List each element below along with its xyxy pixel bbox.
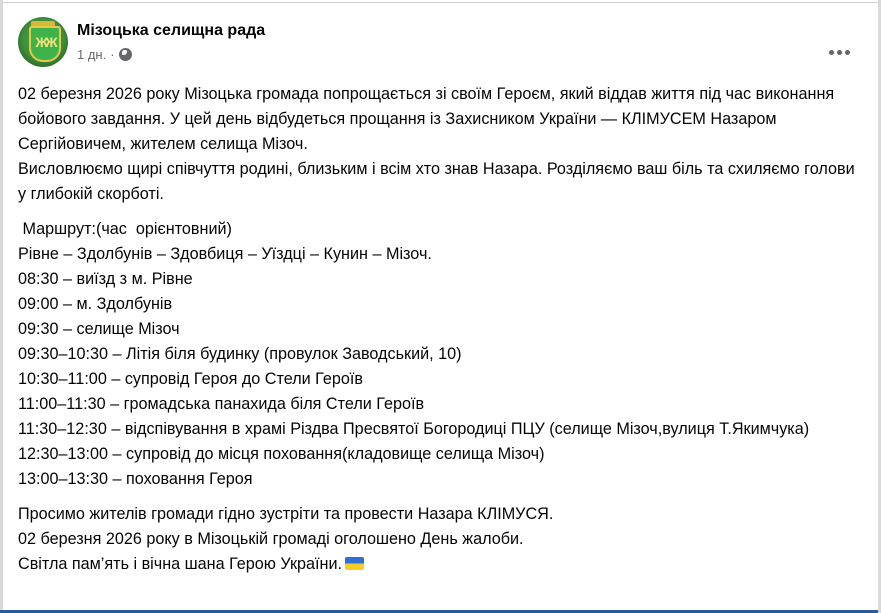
post-meta bbox=[77, 47, 132, 62]
avatar[interactable] bbox=[18, 17, 68, 67]
coat-of-arms-emblem-icon: ЖЖ bbox=[35, 34, 55, 50]
route-path: Рівне – Здолбунів – Здовбиця – Уїздці – Кунин – Мізоч. bbox=[18, 245, 432, 263]
post-message bbox=[18, 82, 858, 577]
closing-line: Просимо жителів громади гідно зустріти та провести Назара КЛІМУСЯ. bbox=[18, 505, 554, 523]
intro-paragraph: 02 березня 2026 року Мізоцька громада попрощається зі своїм Героєм, який віддав життя під час виконання бойового завдання. У цей день відбудеться прощання із Захисником України — КЛІМУСЕМ Назаром Сергійовичем, жителем селища Мізоч. bbox=[18, 85, 835, 153]
schedule-item: 09:00 – м. Здолбунів bbox=[18, 295, 173, 313]
closing-line-with-flag bbox=[18, 552, 858, 577]
dot-icon bbox=[829, 50, 834, 55]
more-options-button[interactable] bbox=[829, 50, 850, 55]
meta-separator: · bbox=[110, 47, 115, 62]
post-timestamp-link[interactable]: 1 дн. bbox=[77, 47, 107, 62]
globe-icon[interactable] bbox=[119, 48, 132, 61]
schedule-item: 09:30 – селище Мізоч bbox=[18, 320, 180, 338]
schedule-item: 13:00–13:30 – поховання Героя bbox=[18, 470, 253, 488]
post-header bbox=[18, 17, 878, 67]
schedule-item: 10:30–11:00 – супровід Героя до Стели Героїв bbox=[18, 370, 363, 388]
closing-line: 02 березня 2026 року в Мізоцькій громаді оголошено День жалоби. bbox=[18, 530, 524, 548]
ukraine-flag-icon bbox=[345, 557, 364, 570]
schedule-item: 11:00–11:30 – громадська панахида біля Стели Героїв bbox=[18, 395, 425, 413]
closing-text: Світла пам’ять і вічна шана Герою України. bbox=[18, 555, 343, 573]
post-card bbox=[3, 3, 878, 610]
schedule-item: 08:30 – виїзд з м. Рівне bbox=[18, 270, 193, 288]
schedule-item: 12:30–13:00 – супровід до місця поховання(кладовище селища Мізоч) bbox=[18, 445, 545, 463]
schedule-item: 11:30–12:30 – відспівування в храмі Різдва Пресвятої Богородиці ПЦУ (селище Мізоч,вулиця Т.Якимчука) bbox=[18, 420, 810, 438]
dot-icon bbox=[845, 50, 850, 55]
page-name-link[interactable]: Мізоцька селищна рада bbox=[77, 22, 266, 39]
dot-icon bbox=[837, 50, 842, 55]
route-title: Маршрут:(час орієнтовний) bbox=[18, 220, 232, 238]
condolence-paragraph: Висловлюємо щирі співчуття родині, близьким і всім хто знав Назара. Розділяємо ваш біль та схиляємо голови у глибокій скорботі. bbox=[18, 160, 855, 203]
schedule-item: 09:30–10:30 – Літія біля будинку (провулок Заводський, 10) bbox=[18, 345, 462, 363]
